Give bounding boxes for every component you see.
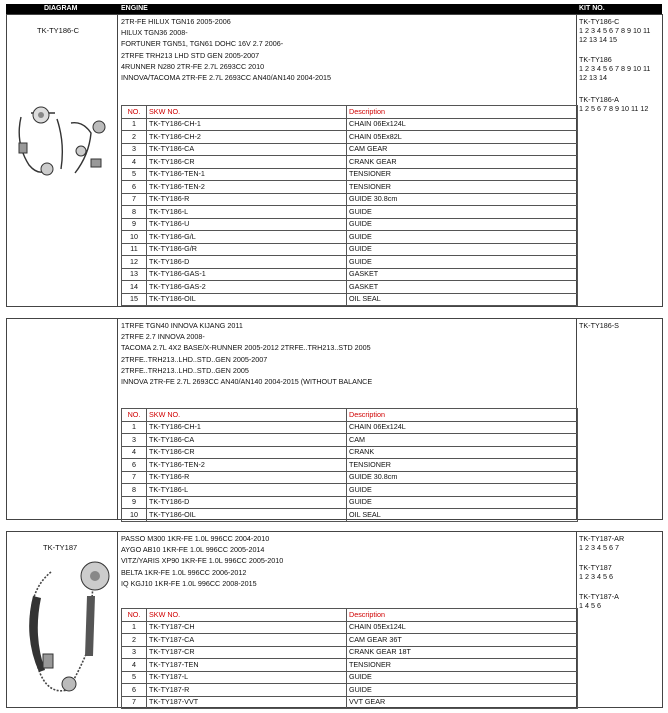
engine-line: INNOVA 2TR-FE 2.7L 2693CC AN40/AN140 2004-2015 (WITHOUT BALANCE (121, 376, 373, 386)
engine-line: 2TRFE TRH213 LHD STD GEN 2005-2007 (121, 50, 260, 60)
table-row (122, 684, 578, 697)
diagram-label: TK-TY186-C (37, 26, 80, 35)
part-description: GUIDE (347, 671, 578, 684)
engine-line: 2TRFE..TRH213..LHD..STD..GEN 2005 (121, 365, 249, 375)
part-number: 15 (122, 293, 147, 306)
kit-number: TK-TY186-A 1 2 5 6 7 8 9 10 11 12 (579, 95, 649, 113)
engine-line: 2TRFE..TRH213..LHD..STD..GEN 2005-2007 (121, 354, 268, 364)
parts-table (121, 608, 578, 709)
skw-number: TK-TY186-OIL (147, 293, 347, 306)
part-number: 10 (122, 509, 147, 522)
table-row (122, 646, 578, 659)
part-number: 4 (122, 446, 147, 459)
part-description: CRANK GEAR (347, 156, 578, 169)
header-no: NO. (122, 609, 147, 622)
table-row (122, 281, 578, 294)
part-number: 12 (122, 256, 147, 269)
kit-number: TK-TY186-S (579, 321, 619, 330)
part-number: 7 (122, 193, 147, 206)
part-description: GUIDE (347, 243, 578, 256)
engine-line: 4RUNNER N280 2TR-FE 2.7L 2693CC 2010 (121, 61, 265, 71)
skw-number: TK-TY186-L (147, 206, 347, 219)
part-description: VVT GEAR (347, 696, 578, 709)
table-row (122, 181, 578, 194)
table-row (122, 131, 578, 144)
skw-number: TK-TY186-CA (147, 434, 347, 447)
part-number: 6 (122, 459, 147, 472)
part-number: 10 (122, 231, 147, 244)
skw-number: TK-TY187-VVT (147, 696, 347, 709)
parts-table-header (122, 106, 578, 119)
table-row (122, 434, 578, 447)
part-number: 6 (122, 181, 147, 194)
part-number: 5 (122, 168, 147, 181)
engine-line: FORTUNER TGN51, TGN61 DOHC 16V 2.7 2006- (121, 39, 284, 49)
table-row (122, 293, 578, 306)
part-number: 4 (122, 156, 147, 169)
part-number: 9 (122, 218, 147, 231)
part-number: 8 (122, 206, 147, 219)
table-row (122, 243, 578, 256)
part-description: CRANK (347, 446, 578, 459)
header-bar (6, 4, 662, 14)
part-number: 1 (122, 118, 147, 131)
skw-number: TK-TY186-U (147, 218, 347, 231)
timing-chain-diagram (11, 556, 115, 706)
part-number: 4 (122, 659, 147, 672)
part-number: 3 (122, 646, 147, 659)
parts-table-header (122, 409, 578, 422)
skw-number: TK-TY186-GAS-2 (147, 281, 347, 294)
section-1 (6, 14, 663, 307)
engine-list (121, 16, 331, 83)
skw-number: TK-TY186-TEN-2 (147, 181, 347, 194)
engine-line: TACOMA 2.7L 4X2 BASE/X-RUNNER 2005-2012 2TRFE..TRH213..STD 2005 (121, 343, 371, 353)
engine-line: 2TR-FE HILUX TGN16 2005-2006 (121, 17, 231, 26)
skw-number: TK-TY187-CA (147, 634, 347, 647)
table-row (122, 509, 578, 522)
table-row (122, 231, 578, 244)
table-row (122, 634, 578, 647)
skw-number: TK-TY186-CR (147, 446, 347, 459)
engine-line: PASSO M300 1KR-FE 1.0L 996CC 2004-2010 (121, 534, 270, 543)
part-number: 2 (122, 131, 147, 144)
table-row (122, 621, 578, 634)
part-description: GUIDE (347, 256, 578, 269)
engine-line: INNOVA/TACOMA 2TR-FE 2.7L 2693CC AN40/AN140 2004-2015 (121, 72, 331, 82)
skw-number: TK-TY186-L (147, 484, 347, 497)
table-row (122, 671, 578, 684)
skw-number: TK-TY187-L (147, 671, 347, 684)
part-description: TENSIONER (347, 168, 578, 181)
part-description: GUIDE (347, 684, 578, 697)
part-description: CAM GEAR 36T (347, 634, 578, 647)
skw-number: TK-TY186-CH-1 (147, 421, 347, 434)
skw-number: TK-TY187-TEN (147, 659, 347, 672)
table-row (122, 659, 578, 672)
table-row (122, 256, 578, 269)
header-no: NO. (122, 106, 147, 119)
table-row (122, 421, 578, 434)
header-engine: ENGINE (121, 5, 148, 12)
header-desc: Description (347, 609, 578, 622)
skw-number: TK-TY186-R (147, 471, 347, 484)
parts-table (121, 105, 578, 306)
part-description: CAM GEAR (347, 143, 578, 156)
table-row (122, 471, 578, 484)
table-row (122, 143, 578, 156)
part-number: 8 (122, 484, 147, 497)
kit-number: TK-TY187-A 1 4 5 6 (579, 592, 619, 610)
part-description: GUIDE (347, 496, 578, 509)
engine-list (121, 533, 283, 589)
part-description: GUIDE (347, 206, 578, 219)
table-row (122, 696, 578, 709)
part-number: 3 (122, 143, 147, 156)
part-description: CHAIN 05Ex82L (347, 131, 578, 144)
part-number: 9 (122, 496, 147, 509)
engine-line: BELTA 1KR-FE 1.0L 996CC 2006-2012 (121, 567, 247, 577)
engine-line: HILUX TGN36 2008- (121, 28, 188, 38)
skw-number: TK-TY186-G/L (147, 231, 347, 244)
parts-table-header (122, 609, 578, 622)
table-row (122, 446, 578, 459)
kit-number: TK-TY186-C 1 2 3 4 5 6 7 8 9 10 11 12 13 14 15 (579, 17, 651, 44)
part-description: GASKET (347, 281, 578, 294)
table-row (122, 218, 578, 231)
part-description: CHAIN 05Ex124L (347, 621, 578, 634)
section-3 (6, 531, 663, 708)
part-number: 5 (122, 671, 147, 684)
engine-line: IQ KGJ10 1KR-FE 1.0L 996CC 2008-2015 (121, 578, 257, 588)
part-number: 2 (122, 634, 147, 647)
table-row (122, 156, 578, 169)
skw-number: TK-TY186-TEN-1 (147, 168, 347, 181)
skw-number: TK-TY187-R (147, 684, 347, 697)
engine-list (121, 320, 372, 387)
part-number: 1 (122, 421, 147, 434)
part-number: 1 (122, 621, 147, 634)
table-row (122, 118, 578, 131)
table-row (122, 459, 578, 472)
table-row (122, 206, 578, 219)
part-number: 3 (122, 434, 147, 447)
header-desc: Description (347, 106, 578, 119)
skw-number: TK-TY186-CH-2 (147, 131, 347, 144)
kit-number: TK-TY187-AR 1 2 3 4 5 6 7 (579, 534, 625, 552)
header-skw: SKW NO. (147, 409, 347, 422)
skw-number: TK-TY186-R (147, 193, 347, 206)
parts-table (121, 408, 578, 522)
part-description: CHAIN 06Ex124L (347, 118, 578, 131)
part-description: GUIDE (347, 231, 578, 244)
skw-number: TK-TY186-CR (147, 156, 347, 169)
table-row (122, 496, 578, 509)
skw-number: TK-TY186-TEN-2 (147, 459, 347, 472)
engine-line: AYGO AB10 1KR-FE 1.0L 996CC 2005-2014 (121, 545, 265, 555)
skw-number: TK-TY186-CA (147, 143, 347, 156)
table-row (122, 268, 578, 281)
skw-number: TK-TY186-OIL (147, 509, 347, 522)
table-row (122, 484, 578, 497)
diagram-label: TK-TY187 (43, 543, 78, 552)
header-no: NO. (122, 409, 147, 422)
skw-number: TK-TY187-CR (147, 646, 347, 659)
header-kit: KIT NO. (579, 5, 605, 12)
part-description: CAM (347, 434, 578, 447)
part-description: GUIDE 30.8cm (347, 193, 578, 206)
part-description: OIL SEAL (347, 509, 578, 522)
header-skw: SKW NO. (147, 106, 347, 119)
part-description: GUIDE (347, 484, 578, 497)
header-diagram: DIAGRAM (44, 5, 78, 12)
engine-line: 2TRFE 2.7 INNOVA 2008- (121, 332, 205, 342)
header-desc: Description (347, 409, 578, 422)
part-description: GUIDE (347, 218, 578, 231)
part-description: GASKET (347, 268, 578, 281)
part-description: TENSIONER (347, 659, 578, 672)
part-description: GUIDE 30.8cm (347, 471, 578, 484)
timing-kit-diagram (11, 103, 111, 183)
part-description: OIL SEAL (347, 293, 578, 306)
header-skw: SKW NO. (147, 609, 347, 622)
skw-number: TK-TY186-CH-1 (147, 118, 347, 131)
part-number: 13 (122, 268, 147, 281)
engine-line: VITZ/YARIS XP90 1KR-FE 1.0L 996CC 2005-2010 (121, 556, 284, 566)
skw-number: TK-TY186-D (147, 256, 347, 269)
part-number: 7 (122, 696, 147, 709)
kit-number: TK-TY187 1 2 3 4 5 6 (579, 563, 613, 581)
part-description: CHAIN 06Ex124L (347, 421, 578, 434)
part-description: TENSIONER (347, 459, 578, 472)
skw-number: TK-TY186-GAS-1 (147, 268, 347, 281)
skw-number: TK-TY186-D (147, 496, 347, 509)
engine-line: 1TRFE TGN40 INNOVA KIJANG 2011 (121, 321, 243, 330)
table-row (122, 168, 578, 181)
part-description: CRANK GEAR 18T (347, 646, 578, 659)
skw-number: TK-TY187-CH (147, 621, 347, 634)
part-number: 14 (122, 281, 147, 294)
part-description: TENSIONER (347, 181, 578, 194)
skw-number: TK-TY186-G/R (147, 243, 347, 256)
part-number: 6 (122, 684, 147, 697)
section-2 (6, 318, 663, 520)
table-row (122, 193, 578, 206)
part-number: 11 (122, 243, 147, 256)
part-number: 7 (122, 471, 147, 484)
kit-number: TK-TY186 1 2 3 4 5 6 7 8 9 10 11 12 13 14 (579, 55, 651, 82)
